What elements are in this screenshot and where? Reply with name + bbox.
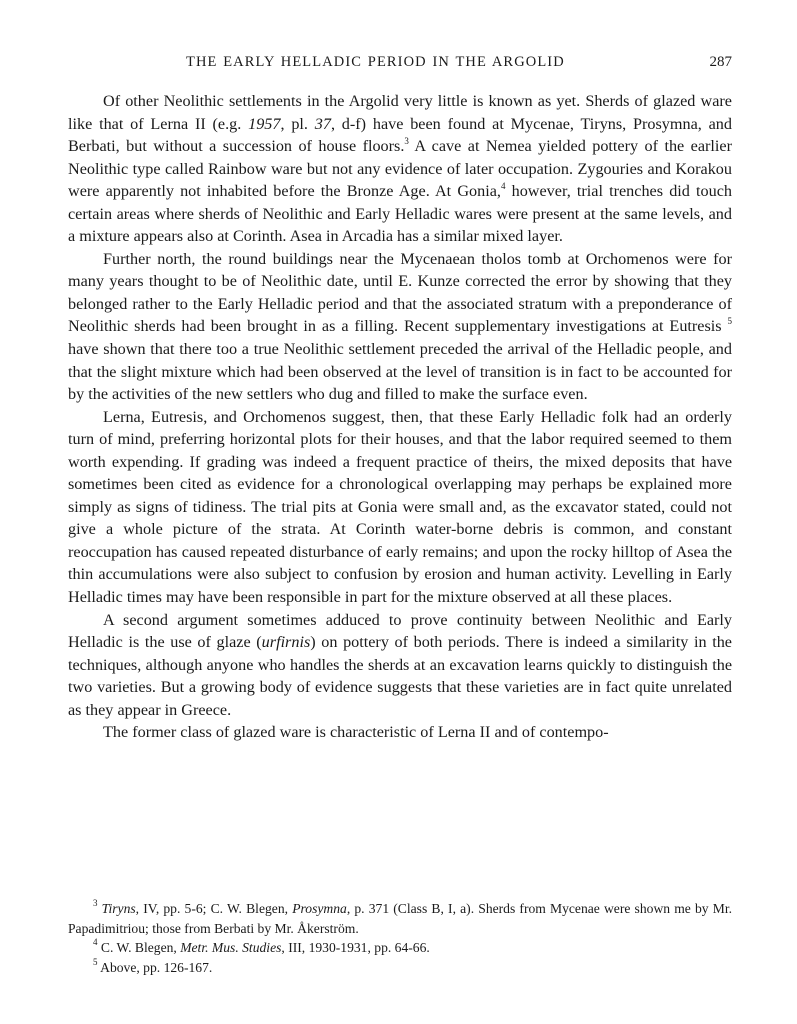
- year-reference: 1957: [248, 114, 281, 133]
- text-run: have shown that there too a true Neolithic settlement preceded the arrival of the Helladic people, and that the slight mixture which had been observed at the level of transition is in fact to be accounted for by the activities of the new settlers who dug and filled to make the surface even.: [68, 340, 732, 404]
- text-run: , d-f) have been found at Mycenae, Tiryns, Prosymna, and Berbati, but without a succession of house floors.: [68, 114, 732, 156]
- text-run: ) on pottery of both periods. There is indeed a similarity in the techniques, although anyone who handles the sherds at an excavation learns quickly to distinguish the two varieties. But a growing body of evidence suggests that these varieties are in fact quite unrelated as they appear in Greece.: [68, 633, 732, 719]
- footnote-marker-5[interactable]: 5: [727, 316, 733, 327]
- footnote-marker-3[interactable]: 3: [404, 136, 409, 147]
- footnote-3: [68, 899, 732, 938]
- text-run: Of other Neolithic settlements in the Argolid very little is known as yet. Sherds of glazed ware like that of Lerna II (e.g.: [68, 92, 732, 133]
- paragraph-5: The former class of glazed ware is characteristic of Lerna II and of contempo-: [103, 723, 609, 742]
- cited-title: Metr. Mus. Studies: [180, 940, 282, 955]
- plate-reference: 37: [314, 114, 331, 133]
- footnote-marker-4[interactable]: 4: [500, 181, 506, 192]
- footnote-number: 5: [93, 956, 98, 967]
- text-run: Above, pp. 126-167.: [97, 959, 213, 975]
- text-run: C. W. Blegen,: [97, 940, 181, 955]
- paragraph-2: [68, 248, 732, 406]
- paragraph-1: [68, 90, 732, 248]
- text-run: A cave at Nemea yielded pottery of the earlier Neolithic type called Rainbow ware but not any evidence of later occupation. Zygouries and Korakou were apparently not inhabited before the Bronze Age. At Gonia,: [68, 137, 732, 201]
- cited-title: Tiryns: [101, 901, 136, 916]
- footnote-number: 4: [93, 937, 98, 947]
- paragraph-3: Lerna, Eutresis, and Orchomenos suggest, then, that these Early Helladic folk had an orderly turn of mind, preferring horizontal plots for their houses, and that the labor required seemed to them worth expending. If grading was indeed a frequent practice of theirs, the mixed deposits that have sometimes been cited as evidence for a chronological overlapping may perhaps be explained more simply as signs of tidiness. The trial pits at Gonia were small and, as the excavator stated, could not give a whole picture of the strata. At Corinth water-borne debris is common, and constant reoccupation has caused repeated disturbance of early remains; and upon the rocky hilltop of Asea the thin accumulations were also subject to confusion by erosion and human activity. Levelling in Early Helladic times may have been responsible in part for the mixture observed at all these places.: [68, 407, 732, 607]
- paragraph-4: [68, 609, 732, 722]
- footnote-4: [68, 938, 732, 958]
- text-run: A second argument sometimes adduced to prove continuity between Neolithic and Early Helladic is the use of glaze (: [68, 610, 732, 652]
- footnote-5: [68, 958, 732, 978]
- footnote-number: 3: [93, 898, 98, 908]
- text-run: , IV, pp. 5-6; C. W. Blegen,: [135, 901, 293, 916]
- main-text: [68, 90, 732, 744]
- text-run: , p. 371 (Class B, I, a). Sherds from Mycenae were shown me by Mr. Papadimitriou; those from Berbati by Mr. Åkerström.: [68, 901, 733, 936]
- running-header: [68, 54, 732, 74]
- text-run: however, trial trenches did touch certain areas where sherds of Neolithic and Early Helladic wares were present at the same levels, and a mixture appears also at Corinth. Asea in Arcadia has a similar mixed layer.: [68, 182, 732, 246]
- text-run: , pl.: [280, 114, 315, 133]
- footnotes: [68, 899, 732, 977]
- page-number: 287: [709, 54, 732, 70]
- text-run: Further north, the round buildings near the Mycenaean tholos tomb at Orchomenos were for many years thought to be of Neolithic date, until E. Kunze corrected the error by showing that they belonged rather to the Early Helladic period and that the associated stratum with a preponderance of Neolithic sherds had been brought in as a filling. Recent supplementary investigations at Eutresis: [68, 249, 732, 336]
- glaze-term: urfirnis: [261, 633, 311, 652]
- cited-title: Prosymna: [292, 901, 347, 916]
- running-title: THE EARLY HELLADIC PERIOD IN THE ARGOLID: [186, 54, 565, 70]
- text-run: , III, 1930-1931, pp. 64-66.: [281, 940, 430, 955]
